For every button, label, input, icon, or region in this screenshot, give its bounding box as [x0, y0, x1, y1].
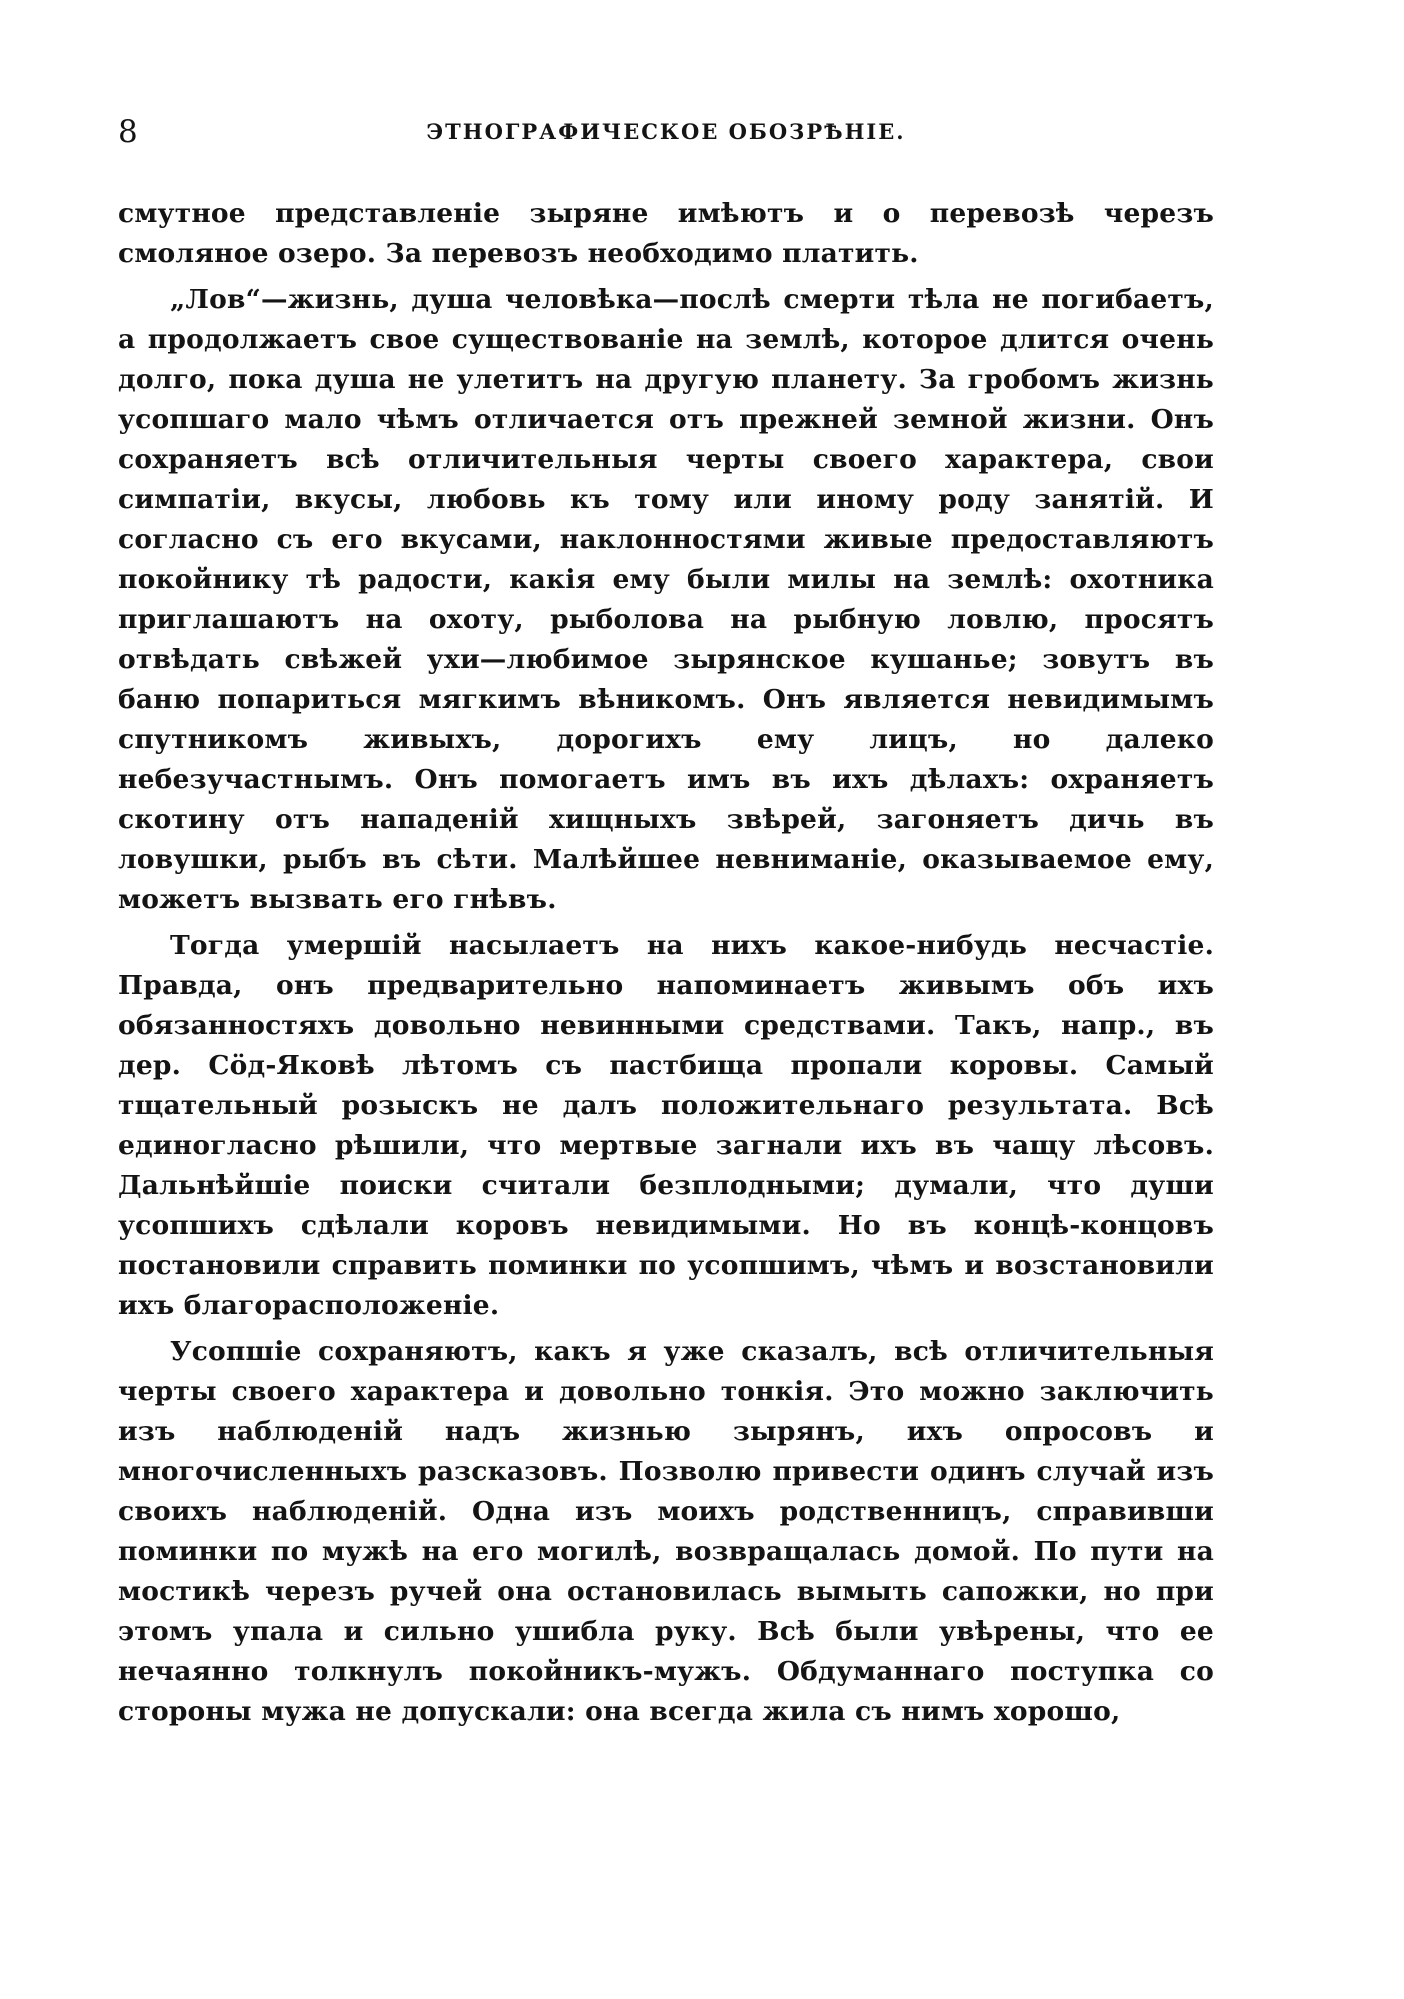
- paragraph-lov: „Лов“—жизнь, душа человѣка—послѣ смерти тѣла не погибаетъ, а продолжаетъ свое существованіе на землѣ, которое длится очень долго, пока душа не улетитъ на другую планету. За гробомъ жизнь усопшаго мало чѣмъ отличается отъ прежней земной жизни. Онъ сохраняетъ всѣ отличительныя черты своего характера, свои симпатіи, вкусы, любовь къ тому или иному роду занятій. И согласно съ его вкусами, наклонностями живые предоставляютъ покойнику тѣ радости, какія ему были милы на землѣ: охотника приглашаютъ на охоту, рыболова на рыбную ловлю, просятъ отвѣдать свѣжей ухи—любимое зырянское кушанье; зовутъ въ баню попариться мягкимъ вѣникомъ. Онъ является невидимымъ спутникомъ живыхъ, дорогихъ ему лицъ, но далеко небезучастнымъ. Онъ помогаетъ имъ въ ихъ дѣлахъ: охраняетъ скотину отъ нападеній хищныхъ звѣрей, загоняетъ дичь въ ловушки, рыбъ въ сѣти. Малѣйшее невниманіе, оказываемое ему, можетъ вызвать его гнѣвъ.: [118, 284, 1214, 915]
- paragraph-cows: Тогда умершій насылаетъ на нихъ какое-нибудь несчастіе. Правда, онъ предварительно напоминаетъ живымъ объ ихъ обязанностяхъ довольно невинными средствами. Такъ, напр., въ дер. Сöд-Яковѣ лѣтомъ съ пастбища пропали коровы. Самый тщательный розыскъ не далъ положительнаго результата. Всѣ единогласно рѣшили, что мертвые загнали ихъ въ чащу лѣсовъ. Дальнѣйшіе поиски считали безплодными; думали, что души усопшихъ сдѣлали коровъ невидимыми. Но въ концѣ-концовъ постановили справить поминки по усопшимъ, чѣмъ и возстановили ихъ благорасположеніе.: [118, 930, 1214, 1321]
- paragraph-deceased: Усопшіе сохраняютъ, какъ я уже сказалъ, всѣ отличительныя черты своего характера и довольно тонкія. Это можно заключить изъ наблюденій надъ жизнью зырянъ, ихъ опросовъ и многочисленныхъ разсказовъ. Позволю привести одинъ случай изъ своихъ наблюденій. Одна изъ моихъ родственницъ, справивши поминки по мужѣ на его могилѣ, возвращалась домой. По пути на мостикѣ черезъ ручей она остановилась вымыть сапожки, но при этомъ упала и сильно ушибла руку. Всѣ были увѣрены, что ее нечаянно толкнулъ покойникъ-мужъ. Обдуманнаго поступка со стороны мужа не допускали: она всегда жила съ нимъ хорошо,: [118, 1336, 1214, 1727]
- page-header: [118, 112, 1214, 152]
- paragraph-continuation: смутное представленіе зыряне имѣютъ и о перевозѣ черезъ смоляное озеро. За перевозъ необходимо платить.: [118, 198, 1214, 269]
- body-text: [118, 194, 1214, 1738]
- page-number: 8: [118, 114, 138, 150]
- running-title: ЭТНОГРАФИЧЕСКОЕ ОБОЗРѢНІЕ.: [426, 119, 906, 144]
